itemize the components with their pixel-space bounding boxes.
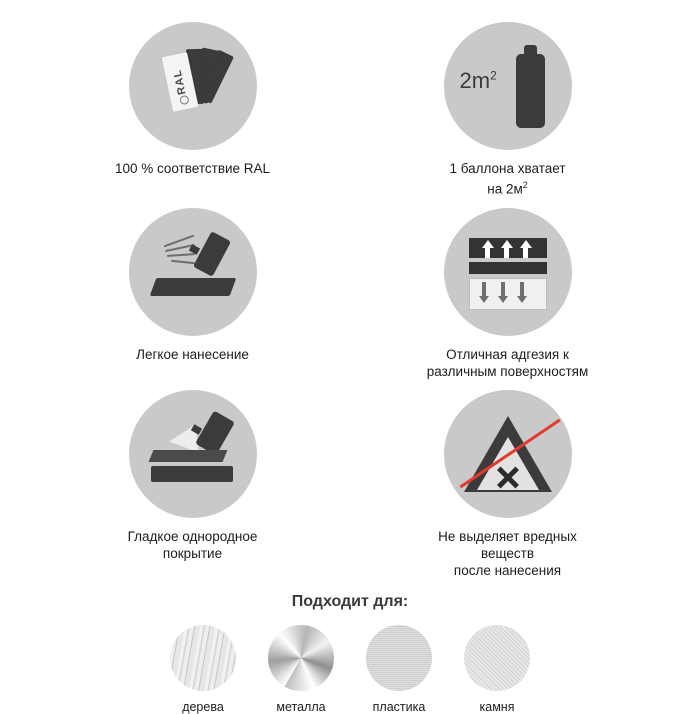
feature-no-harmful-caption: Не выделяет вредных веществ после нанесения [438, 528, 577, 578]
arrow-up-stem-3 [523, 248, 528, 258]
painted-surface-bar [149, 278, 236, 296]
materials-list [40, 625, 660, 714]
ral-fan-deck-icon [129, 22, 257, 150]
spray-can-body [516, 54, 545, 128]
feature-easy-application-caption: Легкое нанесение [136, 346, 249, 362]
x-mark-icon [495, 463, 521, 489]
material-stone [464, 625, 530, 714]
arrow-up-head-2 [501, 240, 513, 248]
arrow-up-head-1 [482, 240, 494, 248]
smooth-coating-icon [129, 390, 257, 518]
material-metal [268, 625, 334, 714]
adhesion-substrate [469, 278, 547, 310]
arrow-down-head-1 [479, 296, 489, 303]
feature-smooth-coating [40, 390, 345, 579]
arrow-down-head-3 [517, 296, 527, 303]
feature-adhesion [355, 208, 660, 380]
adhesion-arrows-icon [444, 208, 572, 336]
fan-hole-icon [178, 95, 189, 106]
arrow-down-stem-1 [482, 282, 486, 296]
feature-ral-match [40, 22, 345, 198]
coating-layer-lower [151, 466, 233, 482]
feature-no-harmful-substances [355, 390, 660, 579]
material-label: металла [276, 699, 326, 714]
arrow-down-head-2 [498, 296, 508, 303]
material-plastic [366, 625, 432, 714]
spray-can-tilted [195, 410, 235, 455]
spray-can-icon [444, 22, 572, 150]
material-label: дерева [182, 699, 224, 714]
coating-layer-upper [148, 450, 227, 462]
suitable-for-title: Подходит для: [291, 592, 409, 610]
feature-easy-application [40, 208, 345, 380]
arrow-down-stem-2 [501, 282, 505, 296]
arrow-up-head-3 [520, 240, 532, 248]
feature-adhesion-caption: Отличная адгезия к различным поверхностям [426, 346, 589, 379]
arrow-up-stem-2 [504, 248, 509, 258]
feature-ral-caption: 100 % соответствие RAL [114, 161, 271, 176]
material-label: камня [479, 699, 515, 714]
feature-coverage-caption: 1 баллона хватает на $2м^2$ [449, 161, 566, 197]
feature-grid [40, 22, 660, 579]
coverage-area-label: $2m^2$ [459, 68, 497, 93]
arrow-up-stem-1 [485, 248, 490, 258]
stone-texture-icon [464, 625, 530, 691]
material-label: пластика [372, 699, 426, 714]
feature-coverage [355, 22, 660, 198]
no-toxic-warning-icon [444, 390, 572, 518]
wood-texture-icon [170, 625, 236, 691]
adhesion-mid-layer [469, 262, 547, 274]
spray-application-icon [129, 208, 257, 336]
ral-label: RAL [170, 68, 189, 96]
material-wood [170, 625, 236, 714]
feature-smooth-coating-caption: Гладкое однородное покрытие [127, 528, 258, 561]
arrow-down-stem-3 [520, 282, 524, 296]
plastic-texture-icon [366, 625, 432, 691]
metal-texture-icon [268, 625, 334, 691]
